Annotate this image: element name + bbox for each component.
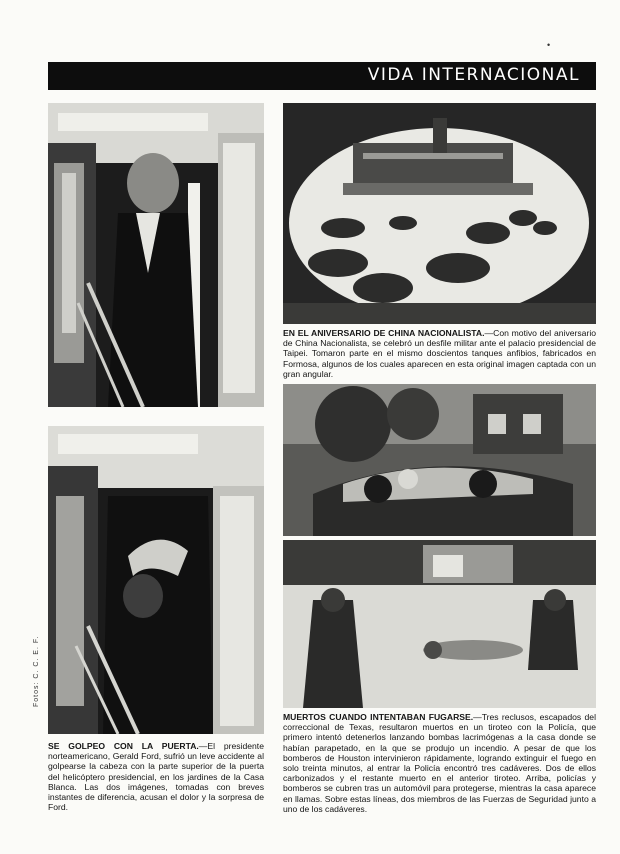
photo-texas-officers-body (283, 540, 596, 708)
caption-texas-body: —Tres reclusos, escapados del correccional de Texas, resultaron muertos en un tiroteo con la Policía, que primero intentó detenerlos lanzando bombas lacrimógenas a la casa donde se habían parapetado, en la que se produjo un incendio. A pesar de que los bomberos de Houston intervinieron rápidamente, logrando extinguir el fuego en solo treinta minutos, al entrar la Policía encontró tres cadáveres. Dos de ellos carbonizados y el restante muerto en el anterior tiroteo. Arriba, policías y bomberos se cubren tras un automóvil para protegerse, mientras la casa aparece en llamas. Sobre estas líneas, dos miembros de las Fuerzas de Seguridad junto a uno de los cadáveres. (283, 712, 596, 814)
photo-taipei-parade (283, 103, 596, 324)
section-header (48, 62, 596, 90)
photo-ford-helicopter-top (48, 103, 264, 407)
caption-taiwan-body: —Con motivo del aniversario de China Nacionalista, se celebró un desfile militar ante el palacio presidencial de Taipei. Tomaron parte en el mismo doscientos tanques anfibios, fabricados en Formosa, algunos de los cuales aparecen en esta original imagen captada con un gran angular. (283, 328, 597, 379)
caption-taiwan (283, 328, 596, 379)
caption-texas-headline: MUERTOS CUANDO INTENTABAN FUGARSE. (283, 712, 474, 722)
photo-ford-helicopter-bottom (48, 426, 264, 734)
caption-ford-body: —El presidente norteamericano, Gerald Ford, sufrió un leve accidente al golpearse la cabeza con la parte superior de la puerta del helicóptero presidencial, en los jardines de la Casa Blanca. Las dos imágenes, tomadas con breves instantes de diferencia, acusan el dolor y la sorpresa de Ford. (48, 741, 264, 813)
photo-credit: Fotos: C. C. E. F. (33, 635, 40, 707)
caption-ford (48, 741, 264, 812)
section-title: VIDA INTERNACIONAL (367, 65, 580, 85)
photo-texas-police-car (283, 384, 596, 536)
caption-taiwan-headline: EN EL ANIVERSARIO DE CHINA NACIONALISTA. (283, 328, 485, 338)
caption-texas (283, 712, 596, 814)
page-mark: • (547, 40, 551, 50)
caption-ford-headline: SE GOLPEO CON LA PUERTA. (48, 741, 199, 751)
